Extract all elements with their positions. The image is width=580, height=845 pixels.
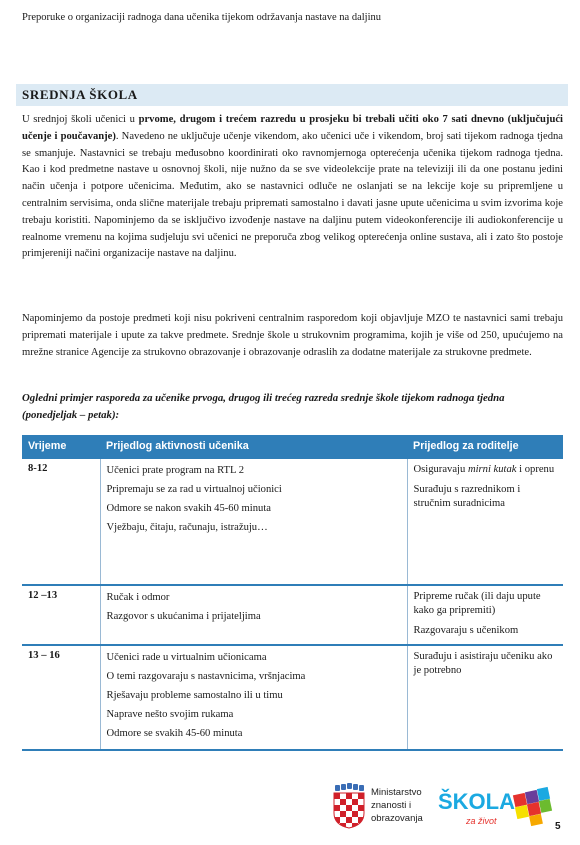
- table-row: [22, 585, 563, 645]
- time-cell: 8-12: [22, 458, 100, 585]
- activity-item: O temi razgovaraju s nastavnicima, vršnjacima: [106, 671, 306, 682]
- intro-text: U srednjoj školi učenici u: [22, 114, 139, 125]
- logo-tagline: za život: [466, 816, 497, 826]
- time-cell: 12 –13: [22, 585, 100, 645]
- activity-item: Razgovor s ukućanima i prijateljima: [106, 611, 261, 622]
- activity-item: Ručak i odmor: [106, 592, 170, 603]
- parent-text: i oprenu: [516, 464, 555, 475]
- time-cell: 13 – 16: [22, 645, 100, 750]
- table-caption: Ogledni primjer rasporeda za učenike prvoga, drugog ili trećeg razreda srednje škole tijekom radnoga tjedna (ponedjeljak – petak):: [22, 392, 505, 421]
- table-row: [22, 645, 563, 750]
- parent-text: Osiguravaju: [413, 464, 468, 475]
- ministry-line: Ministarstvo: [371, 787, 422, 798]
- activities-cell: [100, 458, 407, 585]
- ministry-line: obrazovanja: [371, 813, 423, 824]
- parent-item: [414, 463, 558, 477]
- activity-item: Rješavaju probleme samostalno ili u timu: [106, 690, 283, 701]
- parent-item: Razgovaraju s učenikom: [413, 625, 519, 636]
- page-number: 5: [555, 821, 561, 832]
- activity-item: Naprave nešto svojim rukama: [106, 709, 234, 720]
- logo-word: ŠKOLA: [438, 789, 515, 814]
- parent-item: Surađuju s razrednikom i stručnim suradnicima: [413, 484, 521, 509]
- table-header-row: [22, 435, 563, 458]
- parent-emphasis: mirni kutak: [467, 464, 517, 475]
- header-parents: Prijedlog za roditelje: [407, 435, 563, 458]
- header-time: Vrijeme: [22, 435, 100, 458]
- parents-cell: [407, 458, 563, 585]
- schedule-table: [22, 435, 563, 751]
- ministry-name: [371, 786, 423, 825]
- section-header-bar: [16, 84, 568, 106]
- parent-item: Surađuju i asistiraju učeniku ako je potrebno: [413, 651, 553, 676]
- skola-za-zivot-logo: [436, 782, 554, 828]
- section-title: SREDNJA ŠKOLA: [22, 87, 138, 102]
- intro-paragraph: [22, 112, 563, 263]
- activity-item: Pripremaju se za rad u virtualnoj učionici: [106, 484, 282, 495]
- croatian-crest-icon: [332, 783, 366, 829]
- second-paragraph: Napominjemo da postoje predmeti koji nisu pokriveni centralnim rasporedom koji objavljuje MZO te nastavnici sami trebaju pripremati materijale i upute za takve predmete. Srednje škole u strukovnim programima, kojih je više od 250, upućujemo na mrežne stranice Agencije za strukovno obrazovanje i obrazovanje odraslih za dodatne materijale za strukovne predmete.: [22, 313, 563, 358]
- parent-item: Pripreme ručak (ili daju upute kako ga pripremiti): [413, 591, 541, 616]
- running-header: Preporuke o organizaciji radnoga dana učenika tijekom održavanja nastave na daljinu: [22, 12, 381, 23]
- parents-cell: [407, 645, 563, 750]
- parents-cell: [407, 585, 563, 645]
- activity-item: Odmore se nakon svakih 45-60 minuta: [106, 503, 271, 514]
- activity-item: Vježbaju, čitaju, računaju, istražuju…: [106, 522, 268, 533]
- intro-rest-text: . Navedeno ne uključuje učenje vikendom, ako učenici uče i vikendom, broj sati tijekom radnoga tjedna se smanjuje. Nastavnici se trebaju međusobno koordinirati oko ravnomjernoga opterećenja učenika tijekom radnoga tjedna. Kao i kod predmetne nastave u osnovnoj školi, nije nužno da se sve videolekcije prate na televiziji ili da one postanu jedini način učenja i potpore učenicima. Međutim, ako se nastavnici odluče ne oslanjati se na lekcije koje su pripremljene u centralnim servisima, onda slične materijale trebaju pripremati samostalno i davati jasne upute učenicima u svim izvorima koje trebaju koristiti. Napominjemo da se isključivo izvođenje nastave na daljinu putem videokonferencije ili audiokonferencije u realnome vremenu na kojima sudjeluju svi učenici ne preporuča zbog velikog opterećenja online sustava, ali i zato što postoje primjereniji načini organizacije nastave na daljinu.: [22, 130, 564, 260]
- header-activities: Prijedlog aktivnosti učenika: [100, 435, 407, 458]
- activities-cell: [100, 645, 407, 750]
- activity-item: Odmore se svakih 45-60 minuta: [106, 728, 243, 739]
- activity-item: Učenici rade u virtualnim učionicama: [106, 652, 267, 663]
- table-row: [22, 458, 563, 585]
- activities-cell: [100, 585, 407, 645]
- activity-item: Učenici prate program na RTL 2: [106, 465, 245, 476]
- ministry-line: znanosti i: [371, 800, 412, 811]
- intro-bold-text: prvome, drugom i trećem razredu u prosjeku bi trebali učiti oko 7 sati dnevno (uključujući učenje i poučavanje): [22, 114, 563, 142]
